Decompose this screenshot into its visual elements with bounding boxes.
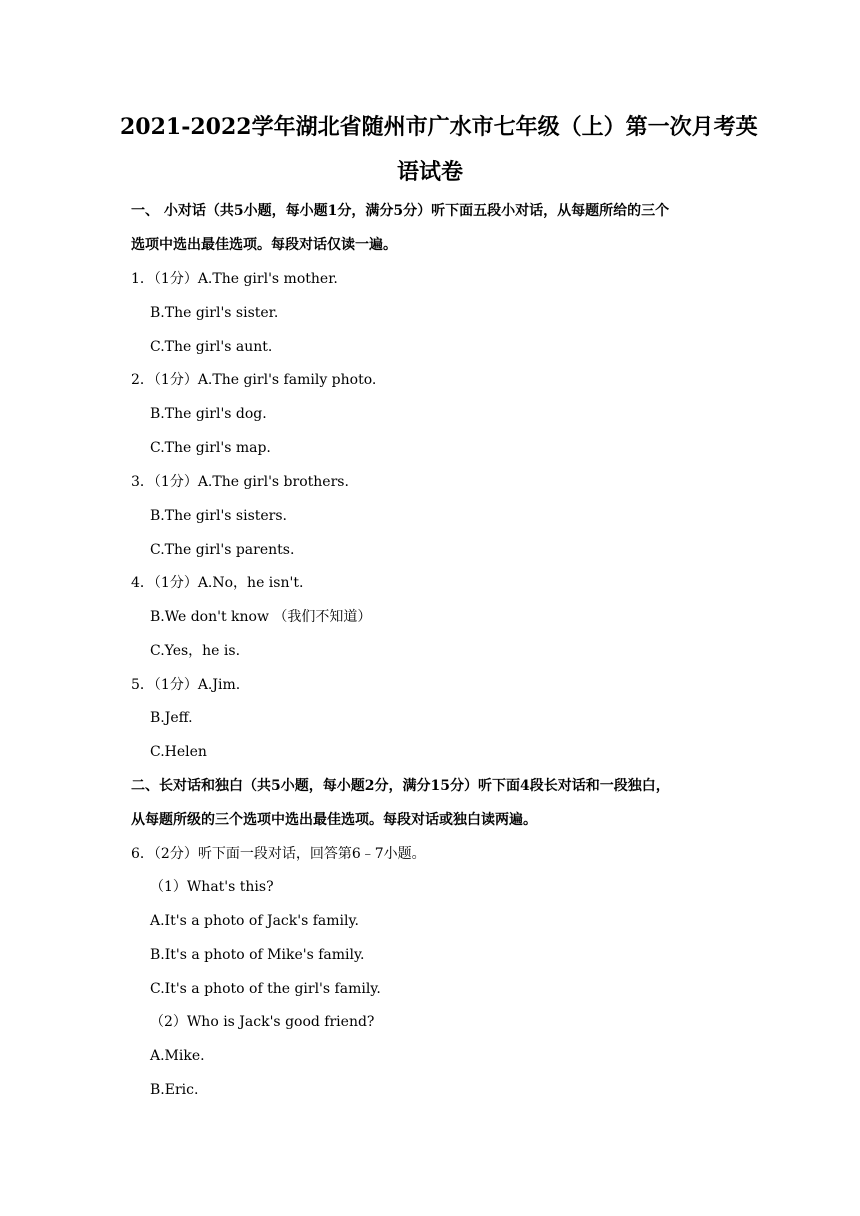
question-4-stem: 4．（1分）A.No，he isn't. (131, 575, 304, 591)
section-2-heading-line-1: 二、长对话和独白（共5小题，每小题2分，满分15分）听下面4段长对话和一段独白， (131, 778, 670, 794)
question-5-option-c: C.Helen (150, 744, 207, 760)
section-1-heading-line-1: 一、 小对话（共5小题，每小题1分，满分5分）听下面五段小对话，从每题所给的三个 (131, 203, 670, 219)
exam-title-line-2: 语试卷 (396, 159, 463, 185)
question-5-option-b: B.Jeff. (150, 710, 193, 726)
question-6-stem: 6．（2分）听下面一段对话，回答第6﹣7小题。 (131, 846, 426, 862)
question-4-option-b: B.We don't know （我们不知道） (150, 609, 372, 625)
question-6-sub-2-option-a: A.Mike. (150, 1048, 205, 1064)
section-1-heading-line-2: 选项中选出最佳选项。每段对话仅读一遍。 (131, 237, 397, 253)
section-2-heading-line-2: 从每题所级的三个选项中选出最佳选项。每段对话或独白读两遍。 (131, 812, 537, 828)
question-6-sub-2-option-b: B.Eric. (150, 1082, 199, 1098)
question-3-stem: 3．（1分）A.The girl's brothers. (131, 474, 349, 490)
question-6-sub-1-option-c: C.It's a photo of the girl's family. (150, 981, 381, 997)
question-3-option-b: B.The girl's sisters. (150, 508, 288, 524)
question-1-option-c: C.The girl's aunt. (150, 339, 273, 355)
question-6-sub-1-option-b: B.It's a photo of Mike's family. (150, 947, 365, 963)
question-2-option-b: B.The girl's dog. (150, 406, 267, 422)
question-6-sub-2-prompt: （2）Who is Jack's good friend? (150, 1014, 375, 1030)
question-3-option-c: C.The girl's parents. (150, 542, 295, 558)
question-5-stem: 5．（1分）A.Jim. (131, 677, 241, 693)
question-1-stem: 1．（1分）A.The girl's mother. (131, 271, 338, 287)
exam-title-line-1: 2021-2022学年湖北省随州市广水市七年级（上）第一次月考英 (120, 114, 758, 140)
question-4-option-c: C.Yes，he is. (150, 643, 241, 659)
question-6-sub-1-option-a: A.It's a photo of Jack's family. (150, 913, 359, 929)
question-6-sub-1-prompt: （1）What's this? (150, 879, 274, 895)
question-2-option-c: C.The girl's map. (150, 440, 271, 456)
question-2-stem: 2．（1分）A.The girl's family photo. (131, 372, 377, 388)
question-1-option-b: B.The girl's sister. (150, 305, 279, 321)
